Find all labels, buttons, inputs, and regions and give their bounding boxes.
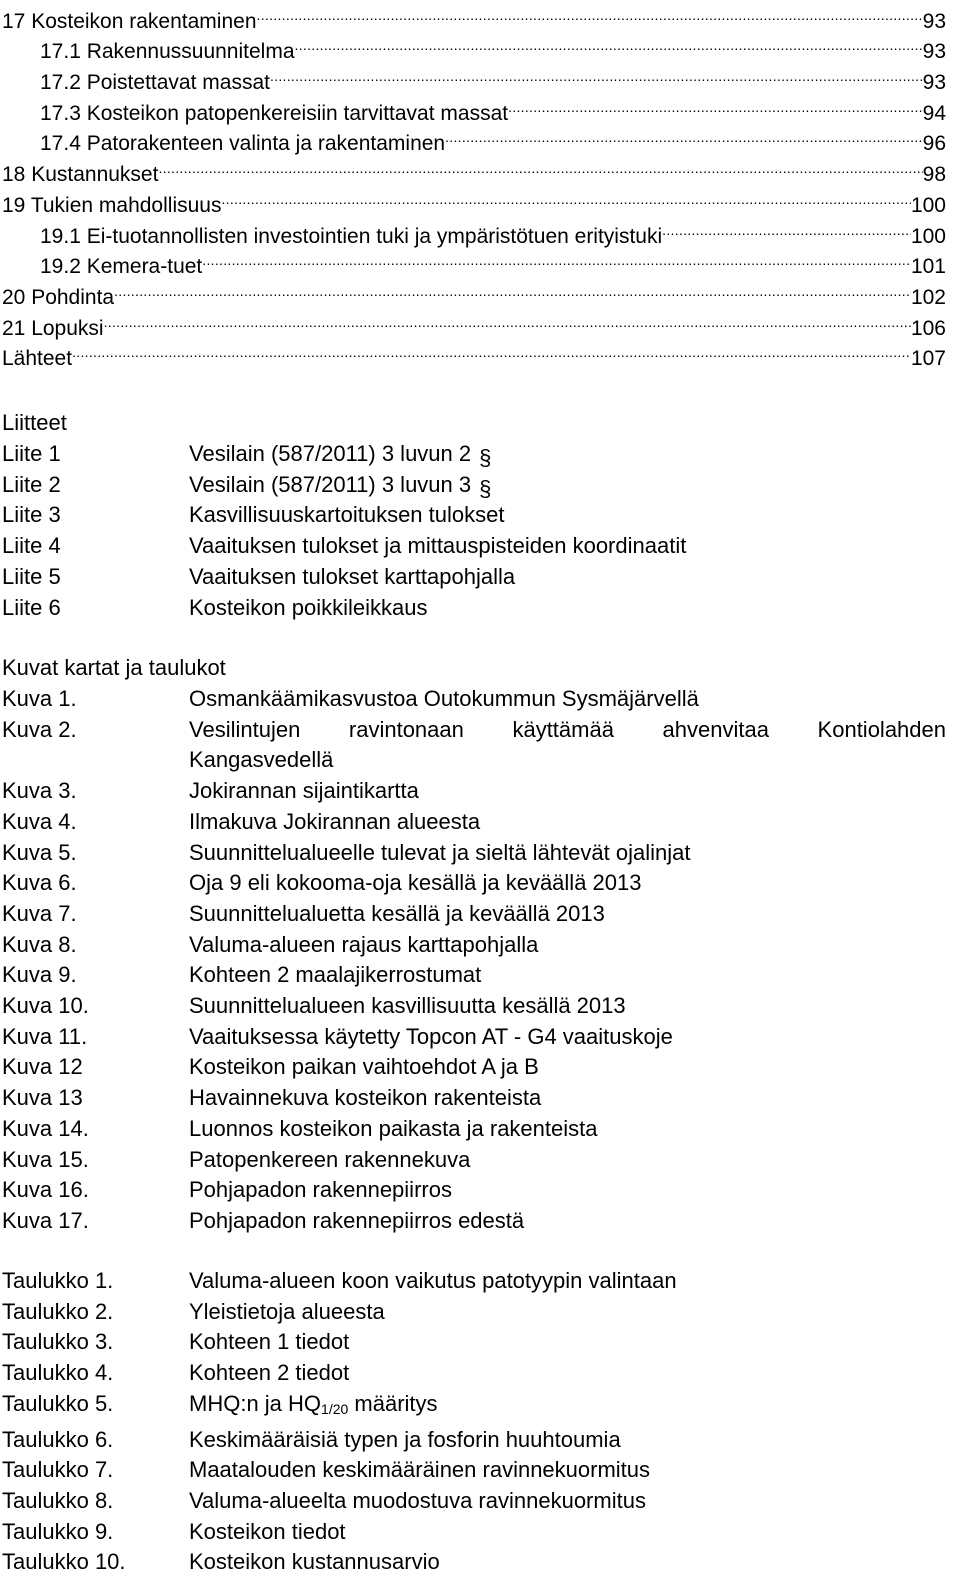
table-item: [2, 1358, 946, 1389]
figure-caption: Luonnos kosteikon paikasta ja rakenteista: [189, 1115, 598, 1141]
figure-label: Kuva 15.: [2, 1146, 89, 1172]
toc-page-number: 94: [922, 101, 946, 125]
appendix-item: [2, 500, 946, 531]
table-caption: Valuma-alueelta muodostuva ravinnekuormitus: [189, 1487, 646, 1513]
table-item: [2, 1266, 946, 1297]
toc-entry-title: 17.1 Rakennussuunnitelma: [40, 40, 295, 64]
figure-item: [2, 991, 946, 1022]
appendix-title: Vesilain (587/2011) 3 luvun 3: [189, 471, 472, 497]
table-item: [2, 1517, 946, 1548]
table-label: Taulukko 7.: [2, 1457, 114, 1483]
appendices-list: [2, 439, 946, 623]
toc-page-number: 102: [910, 285, 946, 309]
figure-caption: Kosteikon paikan vaihtoehdot A ja B: [189, 1054, 539, 1080]
figure-item: [2, 1206, 946, 1237]
toc-entry-title: 19.2 Kemera-tuet: [40, 255, 203, 279]
table-caption: Kohteen 2 tiedot: [189, 1360, 350, 1386]
figure-label: Kuva 14.: [2, 1115, 89, 1141]
toc-entry-title: 19.1 Ei-tuotannollisten investointien tuki ja ympäristötuen erityistuki: [40, 224, 663, 248]
toc-dot-leader: [508, 89, 923, 120]
appendix-item: [2, 470, 946, 501]
tables-list: [2, 1266, 946, 1578]
toc-page-number: 106: [910, 316, 946, 340]
figure-caption: Suunnittelualueelle tulevat ja sieltä lähtevät ojalinjat: [189, 839, 691, 865]
table-caption: Kosteikon tiedot: [189, 1518, 346, 1544]
figure-caption: Pohjapadon rakennepiirros edestä: [189, 1207, 525, 1233]
toc-dot-leader: [257, 0, 923, 28]
table-item: [2, 1389, 946, 1425]
appendix-text: [189, 470, 946, 501]
toc-dot-leader: [202, 243, 911, 274]
figure-item: [2, 715, 946, 746]
toc-page-number: 101: [910, 255, 946, 279]
toc-dot-leader: [445, 120, 923, 151]
figure-item: [2, 960, 946, 991]
figure-caption-continuation: Kangasvedellä: [189, 747, 334, 773]
figure-label: Kuva 16.: [2, 1177, 89, 1203]
toc-dot-leader: [295, 28, 923, 59]
appendix-title: Vesilain (587/2011) 3 luvun 2: [189, 441, 472, 466]
figure-item: [2, 1145, 946, 1176]
toc-entry-title: 17.3 Kosteikon patopenkereisiin tarvittavat massat: [40, 101, 509, 125]
figure-label: Kuva 12: [2, 1054, 83, 1080]
toc-entry[interactable]: [2, 335, 946, 371]
section-mark-icon: §: [479, 445, 492, 470]
toc-page-number: 93: [922, 9, 946, 33]
figures-list: [2, 684, 946, 1237]
appendix-label: Liite 4: [2, 533, 61, 559]
figure-caption: Suunnittelualueen kasvillisuutta kesällä 2013: [189, 993, 626, 1019]
figure-item: [2, 1083, 946, 1114]
figure-label: Kuva 9.: [2, 962, 77, 988]
figure-item: [2, 807, 946, 838]
appendix-label: Liite 5: [2, 563, 61, 589]
table-item: [2, 1297, 946, 1328]
table-item: [2, 1455, 946, 1486]
toc-entry-title: 21 Lopuksi: [2, 316, 104, 340]
toc-page-number: 98: [922, 163, 946, 187]
table-item: [2, 1486, 946, 1517]
toc-entry-title: 18 Kustannukset: [2, 163, 159, 187]
toc-dot-leader: [158, 150, 922, 181]
figure-caption: Valuma-alueen rajaus karttapohjalla: [189, 931, 539, 957]
toc-entry[interactable]: [2, 0, 946, 33]
figure-item: [2, 1175, 946, 1206]
table-caption-part: määritys: [348, 1390, 438, 1416]
table-caption: Kosteikon kustannusarvio: [189, 1549, 440, 1575]
figure-item: [2, 868, 946, 899]
figure-label: Kuva 2.: [2, 716, 77, 742]
table-caption: [189, 1389, 946, 1425]
toc-page-number: 100: [910, 224, 946, 248]
toc-entry[interactable]: [2, 304, 946, 340]
appendix-label: Liite 2: [2, 471, 61, 497]
figure-item: [2, 776, 946, 807]
figure-caption: Pohjapadon rakennepiirros: [189, 1177, 452, 1203]
figure-item: [2, 838, 946, 869]
appendix-label: Liite 1: [2, 441, 61, 466]
toc-page-number: 93: [922, 71, 946, 95]
table-caption: Yleistietoja alueesta: [189, 1298, 385, 1324]
figure-caption: Ilmakuva Jokirannan alueesta: [189, 808, 481, 834]
appendix-text: Vaaituksen tulokset karttapohjalla: [189, 563, 516, 589]
table-caption-part: MHQ:n ja HQ: [189, 1390, 322, 1416]
figure-label: Kuva 5.: [2, 839, 77, 865]
appendix-text: Vaaituksen tulokset ja mittauspisteiden koordinaatit: [189, 533, 687, 559]
appendix-item: [2, 531, 946, 562]
toc-page-number: 96: [922, 132, 946, 156]
figure-label: Kuva 11.: [2, 1023, 88, 1049]
toc-entry-title: 17 Kosteikon rakentaminen: [2, 9, 257, 33]
toc-entry-title: 20 Pohdinta: [2, 285, 115, 309]
figure-caption: Osmankäämikasvustoa Outokummun Sysmäjärvellä: [189, 686, 699, 711]
table-label: Taulukko 2.: [2, 1298, 114, 1324]
figure-item: [2, 684, 946, 715]
figures-heading: Kuvat kartat ja taulukot: [2, 655, 226, 680]
table-caption: Kohteen 1 tiedot: [189, 1329, 350, 1355]
table-label: Taulukko 6.: [2, 1426, 114, 1452]
table-caption-subscript: 1/20: [321, 1400, 349, 1417]
toc-entry[interactable]: [2, 273, 946, 309]
appendix-item: [2, 439, 946, 470]
appendix-item: [2, 593, 946, 624]
table-caption: Keskimääräisiä typen ja fosforin huuhtoumia: [189, 1426, 621, 1452]
table-caption: Maatalouden keskimääräinen ravinnekuormitus: [189, 1457, 651, 1483]
figure-label: Kuva 3.: [2, 778, 77, 804]
table-caption: Valuma-alueen koon vaikutus patotyypin valintaan: [189, 1268, 677, 1293]
toc-entry-title: Lähteet: [2, 347, 73, 371]
toc-page-number: 100: [910, 193, 946, 217]
figure-item: [2, 1052, 946, 1083]
appendices-heading: Liitteet: [2, 410, 67, 435]
toc-dot-leader: [270, 58, 923, 89]
figure-item: [2, 899, 946, 930]
appendix-text: [189, 439, 946, 470]
figure-label: Kuva 6.: [2, 870, 77, 896]
figure-item: [2, 1022, 946, 1053]
figure-caption: Vesilintujen ravintonaan käyttämää ahvenvitaa Kontiolahden: [189, 716, 946, 742]
table-label: Taulukko 9.: [2, 1518, 114, 1544]
table-label: Taulukko 10.: [2, 1549, 126, 1575]
figure-label: Kuva 1.: [2, 686, 77, 711]
table-label: Taulukko 1.: [2, 1268, 114, 1293]
toc-dot-leader: [104, 304, 911, 335]
appendix-label: Liite 6: [2, 594, 61, 620]
appendix-item: [2, 562, 946, 593]
table-item: [2, 1327, 946, 1358]
toc-dot-leader: [662, 212, 911, 243]
figure-caption: Jokirannan sijaintikartta: [189, 778, 419, 804]
figure-item: [2, 930, 946, 961]
figure-caption: Oja 9 eli kokooma-oja kesällä ja keväällä 2013: [189, 870, 642, 896]
figure-label: Kuva 4.: [2, 808, 77, 834]
table-label: Taulukko 3.: [2, 1329, 114, 1355]
figure-caption: Vaaituksessa käytetty Topcon AT - G4 vaaituskoje: [189, 1023, 673, 1049]
table-item: [2, 1547, 946, 1578]
table-of-contents: [2, 0, 946, 371]
toc-entry-title: 17.2 Poistettavat massat: [40, 71, 270, 95]
appendix-label: Liite 3: [2, 502, 61, 528]
appendix-text: Kasvillisuuskartoituksen tulokset: [189, 502, 505, 528]
toc-page-number: 107: [910, 347, 946, 371]
figure-caption: Kohteen 2 maalajikerrostumat: [189, 962, 482, 988]
table-label: Taulukko 5.: [2, 1390, 114, 1416]
figure-caption: Suunnittelualuetta kesällä ja keväällä 2013: [189, 900, 605, 926]
figure-label: Kuva 13: [2, 1085, 83, 1111]
toc-dot-leader: [221, 181, 910, 212]
figure-caption: Patopenkereen rakennekuva: [189, 1146, 471, 1172]
appendix-text: Kosteikon poikkileikkaus: [189, 594, 428, 620]
figure-label: Kuva 17.: [2, 1207, 89, 1233]
figure-label: Kuva 8.: [2, 931, 77, 957]
table-item: [2, 1425, 946, 1456]
toc-entry-title: 19 Tukien mahdollisuus: [2, 193, 222, 217]
figure-label: Kuva 10.: [2, 993, 89, 1019]
figure-item: [2, 1114, 946, 1145]
section-mark-icon: §: [479, 475, 492, 501]
toc-page-number: 93: [922, 40, 946, 64]
toc-dot-leader: [114, 273, 911, 304]
toc-dot-leader: [72, 335, 911, 366]
figure-label: Kuva 7.: [2, 900, 77, 926]
table-label: Taulukko 8.: [2, 1487, 114, 1513]
figure-caption: Havainnekuva kosteikon rakenteista: [189, 1085, 542, 1111]
toc-entry-title: 17.4 Patorakenteen valinta ja rakentaminen: [40, 132, 446, 156]
table-label: Taulukko 4.: [2, 1360, 114, 1386]
